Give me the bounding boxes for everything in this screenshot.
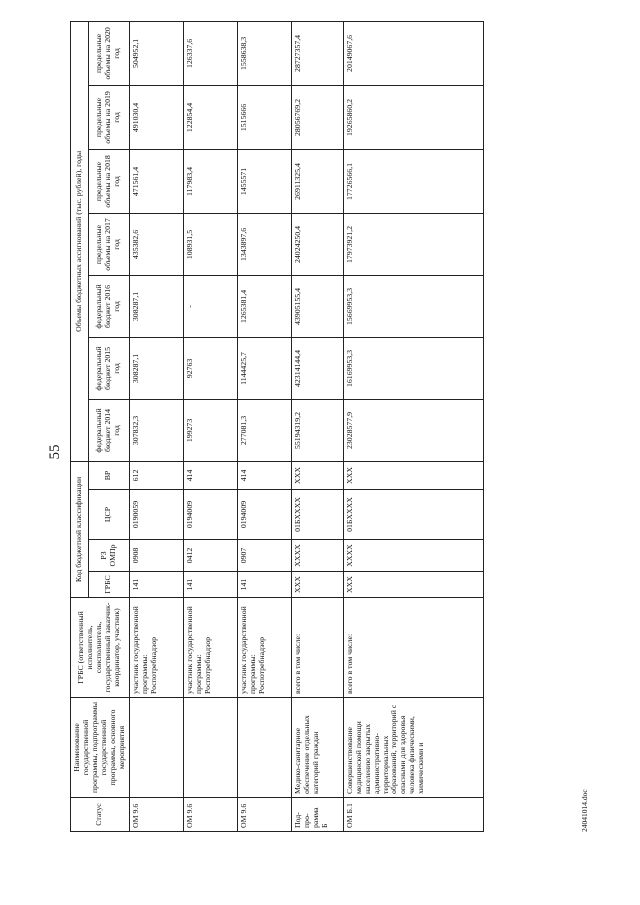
cell-2017: 108931,5 (183, 213, 237, 275)
cell-2020: 20149067,6 (343, 21, 483, 85)
cell-2016: 308287,1 (129, 275, 183, 337)
cell-2017: 435382,6 (129, 213, 183, 275)
cell-2018: 1455571 (237, 149, 291, 213)
cell-2014: 55194319,2 (291, 399, 343, 461)
cell-csr: 0194009 (183, 490, 237, 540)
cell-name: Медико-санитарное обеспечение отдельных категорий граждан (291, 698, 343, 798)
cell-2018: 117983,4 (183, 149, 237, 213)
cell-2015: 16169953,3 (343, 337, 483, 399)
cell-grbs-code: XXX (291, 572, 343, 598)
cell-2019: 491030,4 (129, 85, 183, 149)
header-name: Наименование государственной программы, подпрограммы государственной программы, основного мероприятия (71, 698, 130, 798)
cell-2016: 1265381,4 (237, 275, 291, 337)
cell-csr: 01БXXXX (291, 490, 343, 540)
cell-grbs-code: 141 (183, 572, 237, 598)
cell-rz: 0412 (183, 540, 237, 572)
cell-grbs-code: 141 (237, 572, 291, 598)
header-2016: федеральный бюджет 2016 год (88, 275, 129, 337)
cell-2015: 308287,1 (129, 337, 183, 399)
cell-name: Совершенствование медицинской помощи населению закрытых административно-территориальных образований, территорий с опасными для здоровья человека физическими, химическими и (343, 698, 483, 798)
cell-status: ОМ 9.6 (183, 798, 237, 832)
cell-rz: 0908 (129, 540, 183, 572)
cell-status: Под- про- рамма Б (291, 798, 343, 832)
header-grbs: ГРБС (ответственный исполнитель, соисполнитель, государственный заказчик-координатор, участник) (71, 598, 130, 698)
cell-csr: 01БXXXX (343, 490, 483, 540)
cell-2018: 26911325,4 (291, 149, 343, 213)
cell-2017: 24024250,4 (291, 213, 343, 275)
cell-name (237, 698, 291, 798)
cell-2014: 277081,3 (237, 399, 291, 461)
header-2015: федеральный бюджет 2015 год (88, 337, 129, 399)
cell-2017: 1343897,6 (237, 213, 291, 275)
table-row (343, 21, 483, 831)
cell-2020: 126337,6 (183, 21, 237, 85)
cell-status: ОМ 9.6 (237, 798, 291, 832)
cell-2018: 17726566,1 (343, 149, 483, 213)
cell-2020: 28727357,4 (291, 21, 343, 85)
cell-2019: 122854,4 (183, 85, 237, 149)
cell-grbs: всего в том числе: (343, 598, 483, 698)
header-grbs-code: ГРБС (88, 572, 129, 598)
budget-table (70, 21, 484, 832)
header-csr: ЦСР (88, 490, 129, 540)
cell-2016: 15669953,3 (343, 275, 483, 337)
header-2014: федеральный бюджет 2014 год (88, 399, 129, 461)
header-2020: предельные объемы на 2020 год (88, 21, 129, 85)
cell-vr: XXX (343, 461, 483, 489)
table-row (291, 21, 343, 831)
cell-2016: - (183, 275, 237, 337)
cell-2015: 42314144,4 (291, 337, 343, 399)
cell-grbs: участник государственной программы: Роспотребнадзор (183, 598, 237, 698)
cell-name (129, 698, 183, 798)
cell-2019: 1515666 (237, 85, 291, 149)
header-volumes-group: Объемы бюджетных ассигнований (тыс. рублей), годы (71, 21, 89, 461)
cell-csr: 0194009 (237, 490, 291, 540)
page-number: 55 (47, 444, 63, 460)
cell-2019: 19265860,2 (343, 85, 483, 149)
cell-2019: 28056769,2 (291, 85, 343, 149)
cell-2016: 43905155,4 (291, 275, 343, 337)
header-2019: предельные объемы на 2019 год (88, 85, 129, 149)
cell-2014: 307832,3 (129, 399, 183, 461)
cell-2018: 471561,4 (129, 149, 183, 213)
rotated-page (40, 27, 600, 872)
cell-rz: XXXX (291, 540, 343, 572)
cell-2014: 23028577,9 (343, 399, 483, 461)
header-status: Статус (71, 798, 130, 832)
cell-2014: 199273 (183, 399, 237, 461)
cell-rz: 0907 (237, 540, 291, 572)
cell-rz: XXXX (343, 540, 483, 572)
header-vr: ВР (88, 461, 129, 489)
cell-vr: XXX (291, 461, 343, 489)
cell-2015: 92763 (183, 337, 237, 399)
cell-vr: 414 (237, 461, 291, 489)
cell-csr: 0190059 (129, 490, 183, 540)
cell-grbs: всего в том числе: (291, 598, 343, 698)
header-2017: предельные объемы на 2017 год (88, 213, 129, 275)
header-code-group: Код бюджетной классификации (71, 461, 89, 597)
cell-grbs: участник государственной программы: Роспотребнадзор (237, 598, 291, 698)
header-2018: предельные объемы на 2018 год (88, 149, 129, 213)
cell-2020: 1558638,3 (237, 21, 291, 85)
cell-vr: 612 (129, 461, 183, 489)
cell-grbs: участник государственной программы: Роспотребнадзор (129, 598, 183, 698)
header-rz: РЗ ОМПр (88, 540, 129, 572)
cell-vr: 414 (183, 461, 237, 489)
table-row (129, 21, 183, 831)
cell-2020: 504952,1 (129, 21, 183, 85)
cell-status: ОМ 9.6 (129, 798, 183, 832)
cell-2015: 1144425,7 (237, 337, 291, 399)
table-row (237, 21, 291, 831)
file-name-footer: 24041014.doc (580, 789, 589, 832)
cell-grbs-code: 141 (129, 572, 183, 598)
cell-name (183, 698, 237, 798)
cell-2017: 17973921,2 (343, 213, 483, 275)
cell-status: ОМ Б.1 (343, 798, 483, 832)
table-row (183, 21, 237, 831)
cell-grbs-code: XXX (343, 572, 483, 598)
